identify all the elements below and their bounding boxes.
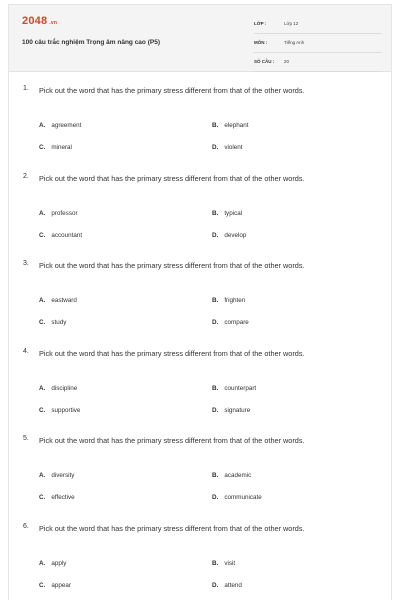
option-text: mineral	[51, 144, 72, 151]
option-b[interactable]	[212, 297, 245, 304]
meta-row-class	[254, 19, 382, 34]
option-a[interactable]	[39, 385, 77, 392]
option-d[interactable]	[212, 494, 262, 501]
question-text: Pick out the word that has the primary stress different from that of the other words.	[39, 172, 359, 185]
question-item	[9, 79, 391, 167]
option-text: frighten	[224, 297, 245, 304]
option-text: accountant	[51, 232, 82, 239]
option-letter: D.	[212, 232, 218, 239]
option-text: appear	[51, 582, 71, 589]
meta-row-subject	[254, 38, 382, 53]
meta-info	[254, 19, 382, 76]
logo-suffix: .vn	[49, 20, 57, 26]
option-text: study	[51, 319, 66, 326]
question-item	[9, 342, 391, 430]
option-d[interactable]	[212, 144, 243, 151]
question-number: 6.	[23, 523, 29, 530]
option-letter: C.	[39, 582, 45, 589]
question-number: 4.	[23, 348, 29, 355]
logo-text: 2048	[22, 15, 47, 27]
meta-value: 20	[284, 59, 289, 64]
question-item	[9, 254, 391, 342]
option-text: effective	[51, 494, 74, 501]
option-letter: D.	[212, 407, 218, 414]
meta-row-count	[254, 57, 382, 72]
option-c[interactable]	[39, 232, 82, 239]
option-c[interactable]	[39, 144, 72, 151]
option-text: elephant	[224, 122, 248, 129]
option-d[interactable]	[212, 582, 242, 589]
question-number: 3.	[23, 260, 29, 267]
option-text: professor	[51, 210, 77, 217]
meta-label: MÔN :	[254, 40, 267, 45]
option-letter: D.	[212, 494, 218, 501]
option-letter: A.	[39, 560, 45, 567]
option-text: communicate	[224, 494, 261, 501]
question-item	[9, 167, 391, 255]
option-b[interactable]	[212, 385, 256, 392]
question-item	[9, 429, 391, 517]
meta-label: SỐ CÂU :	[254, 59, 274, 64]
question-text: Pick out the word that has the primary stress different from that of the other words.	[39, 347, 359, 360]
option-text: apply	[51, 560, 66, 567]
option-text: discipline	[51, 385, 77, 392]
document-title: 100 câu trắc nghiệm Trọng âm nâng cao (P5)	[22, 39, 160, 46]
option-letter: A.	[39, 472, 45, 479]
option-text: academic	[224, 472, 251, 479]
option-text: counterpart	[224, 385, 256, 392]
option-text: attend	[224, 582, 242, 589]
option-letter: A.	[39, 210, 45, 217]
question-number: 1.	[23, 85, 29, 92]
option-letter: D.	[212, 582, 218, 589]
question-number: 5.	[23, 435, 29, 442]
option-letter: B.	[212, 472, 218, 479]
option-letter: A.	[39, 297, 45, 304]
option-letter: D.	[212, 319, 218, 326]
page-header	[9, 5, 391, 72]
option-c[interactable]	[39, 319, 66, 326]
option-b[interactable]	[212, 210, 242, 217]
question-text: Pick out the word that has the primary stress different from that of the other words.	[39, 84, 359, 97]
question-text: Pick out the word that has the primary stress different from that of the other words.	[39, 522, 359, 535]
meta-value: Lớp 12	[284, 21, 298, 26]
option-letter: C.	[39, 407, 45, 414]
option-c[interactable]	[39, 582, 71, 589]
option-letter: A.	[39, 385, 45, 392]
option-c[interactable]	[39, 407, 80, 414]
option-d[interactable]	[212, 319, 249, 326]
option-text: agreement	[51, 122, 81, 129]
option-b[interactable]	[212, 560, 235, 567]
option-a[interactable]	[39, 297, 77, 304]
option-text: signature	[224, 407, 250, 414]
option-text: diversity	[51, 472, 74, 479]
option-d[interactable]	[212, 407, 250, 414]
meta-label: LỚP :	[254, 21, 266, 26]
option-letter: B.	[212, 560, 218, 567]
option-a[interactable]	[39, 560, 66, 567]
question-text: Pick out the word that has the primary stress different from that of the other words.	[39, 259, 359, 272]
option-letter: B.	[212, 122, 218, 129]
option-text: typical	[224, 210, 242, 217]
option-text: develop	[224, 232, 246, 239]
question-list	[9, 79, 391, 604]
option-d[interactable]	[212, 232, 246, 239]
option-a[interactable]	[39, 122, 81, 129]
option-letter: C.	[39, 232, 45, 239]
option-a[interactable]	[39, 210, 78, 217]
question-item	[9, 517, 391, 604]
option-letter: B.	[212, 210, 218, 217]
option-text: violent	[224, 144, 242, 151]
option-letter: A.	[39, 122, 45, 129]
question-number: 2.	[23, 173, 29, 180]
option-text: compare	[224, 319, 249, 326]
option-letter: B.	[212, 297, 218, 304]
option-letter: D.	[212, 144, 218, 151]
option-text: eastward	[51, 297, 77, 304]
option-letter: C.	[39, 494, 45, 501]
option-letter: B.	[212, 385, 218, 392]
quiz-page	[8, 4, 392, 600]
question-text: Pick out the word that has the primary stress different from that of the other words.	[39, 434, 359, 447]
meta-value: Tiếng Anh	[284, 40, 304, 45]
option-a[interactable]	[39, 472, 74, 479]
site-logo[interactable]	[22, 15, 57, 27]
option-letter: C.	[39, 319, 45, 326]
option-text: supportive	[51, 407, 80, 414]
option-c[interactable]	[39, 494, 75, 501]
option-letter: C.	[39, 144, 45, 151]
option-b[interactable]	[212, 122, 248, 129]
option-text: visit	[224, 560, 235, 567]
option-b[interactable]	[212, 472, 251, 479]
